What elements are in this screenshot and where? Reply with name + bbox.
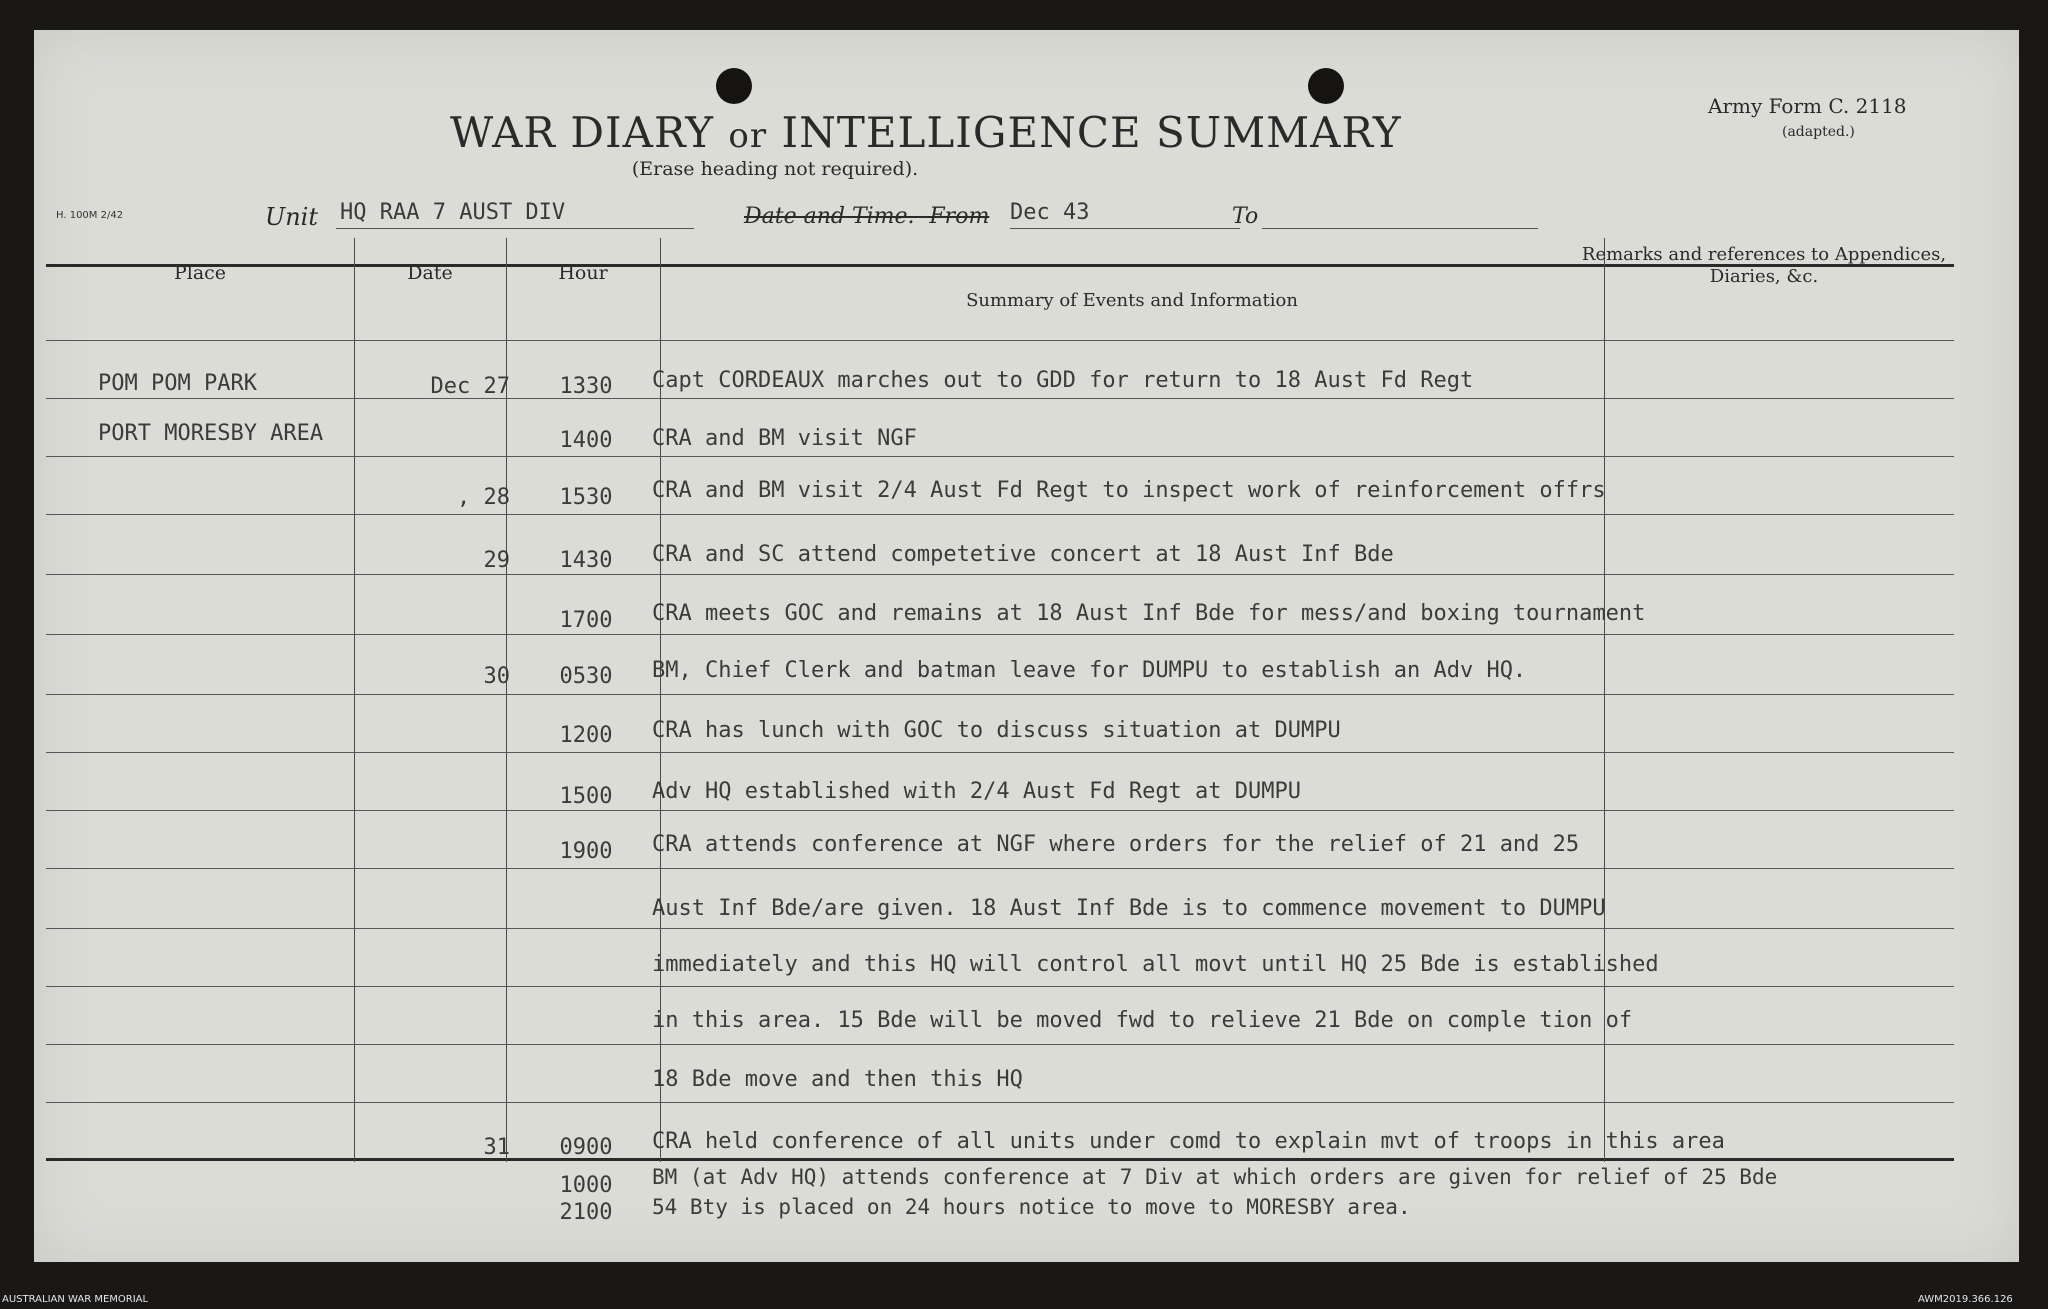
entry-date: , 28: [457, 485, 510, 510]
entry-hour: 1430: [559, 548, 613, 573]
column-header-remarks: Remarks and references to Appendices, Diaries, &c.: [1581, 244, 1947, 287]
entry-hour: 1330: [559, 374, 613, 399]
entry-hour: 0900: [559, 1135, 613, 1160]
entry-hour: 1700: [559, 608, 613, 633]
header-row-rule: [46, 340, 1954, 341]
date-time-label: Date and Time.--From: [744, 204, 990, 229]
entry-summary: CRA and SC attend competetive concert at 18 Aust Inf Bde: [652, 542, 1394, 567]
to-label: To: [1232, 204, 1259, 229]
punch-hole-left: [716, 68, 752, 104]
entry-date: Dec 27: [430, 374, 510, 399]
entry-place: POM POM PARK: [98, 371, 257, 396]
to-line: [1262, 228, 1538, 229]
row-rule: [46, 752, 1954, 753]
entry-summary: CRA has lunch with GOC to discuss situation at DUMPU: [652, 718, 1341, 743]
column-header-place: Place: [173, 262, 227, 284]
entry-summary: BM, Chief Clerk and batman leave for DUMPU to establish an Adv HQ.: [652, 658, 1527, 683]
entry-hour: 1000: [559, 1173, 613, 1198]
entry-hour: 1400: [559, 428, 613, 453]
entry-summary: 18 Bde move and then this HQ: [652, 1067, 1023, 1092]
title-main: WAR DIARY: [450, 108, 715, 157]
row-rule: [46, 986, 1954, 987]
row-rule: [46, 1044, 1954, 1045]
row-rule: [46, 868, 1954, 869]
row-rule: [46, 514, 1954, 515]
entry-summary: Capt CORDEAUX marches out to GDD for return to 18 Aust Fd Regt: [652, 368, 1474, 393]
entry-hour: 2100: [559, 1200, 613, 1225]
column-header-summary: Summary of Events and Information: [966, 290, 1298, 311]
form-subtitle: (Erase heading not required).: [631, 158, 919, 180]
form-code: H. 100M 2/42: [56, 210, 124, 221]
entry-summary: in this area. 15 Bde will be moved fwd to relieve 21 Bde on comple tion of: [652, 1008, 1633, 1033]
adapted-note: (adapted.): [1782, 124, 1855, 140]
unit-label: Unit: [265, 203, 319, 231]
column-header-date: Date: [407, 262, 453, 284]
form-title: [450, 108, 1402, 157]
entry-summary: CRA attends conference at NGF where orders for the relief of 21 and 25: [652, 832, 1580, 857]
entry-summary: CRA and BM visit 2/4 Aust Fd Regt to inspect work of reinforcement offrs: [652, 478, 1606, 503]
row-rule: [46, 928, 1954, 929]
entry-summary: CRA meets GOC and remains at 18 Aust Inf Bde for mess/and boxing tournament: [652, 601, 1646, 626]
entry-hour: 1500: [559, 784, 613, 809]
entry-hour: 1200: [559, 723, 613, 748]
entry-hour: 0530: [559, 664, 613, 689]
entry-hour: 1900: [559, 839, 613, 864]
archive-credit: AUSTRALIAN WAR MEMORIAL: [2, 1294, 149, 1305]
entry-summary: immediately and this HQ will control all movt until HQ 25 Bde is established: [652, 952, 1659, 977]
entry-summary: BM (at Adv HQ) attends conference at 7 Div at which orders are given for relief of 25 Bde: [652, 1165, 1778, 1189]
entry-date: 29: [483, 548, 510, 573]
entry-date: 31: [483, 1135, 510, 1160]
army-form-number: Army Form C. 2118: [1708, 94, 1907, 118]
column-header-hour: Hour: [558, 262, 608, 284]
title-or: or: [728, 116, 768, 156]
entry-place: PORT MORESBY AREA: [98, 421, 324, 446]
row-rule: [46, 634, 1954, 635]
entry-summary: CRA held conference of all units under comd to explain mvt of troops in this area: [652, 1129, 1725, 1154]
entry-date: 30: [483, 664, 510, 689]
entry-summary: 54 Bty is placed on 24 hours notice to move to MORESBY area.: [652, 1195, 1411, 1219]
entry-summary: Aust Inf Bde/are given. 18 Aust Inf Bde is to commence movement to DUMPU: [652, 896, 1606, 921]
unit-value: HQ RAA 7 AUST DIV: [336, 200, 694, 229]
row-rule: [46, 398, 1954, 399]
row-rule: [46, 1102, 1954, 1103]
row-rule: [46, 456, 1954, 457]
entry-summary: CRA and BM visit NGF: [652, 426, 917, 451]
date-time-from: Dec 43: [1010, 200, 1240, 229]
row-rule: [46, 574, 1954, 575]
entry-summary: Adv HQ established with 2/4 Aust Fd Regt at DUMPU: [652, 779, 1302, 804]
archive-reference: AWM2019.366.126: [1918, 1294, 2013, 1305]
entry-hour: 1530: [559, 485, 613, 510]
title-rest: INTELLIGENCE SUMMARY: [781, 108, 1402, 157]
row-rule: [46, 694, 1954, 695]
punch-hole-right: [1308, 68, 1344, 104]
row-rule: [46, 810, 1954, 811]
table-bottom-rule: [46, 1158, 1954, 1161]
